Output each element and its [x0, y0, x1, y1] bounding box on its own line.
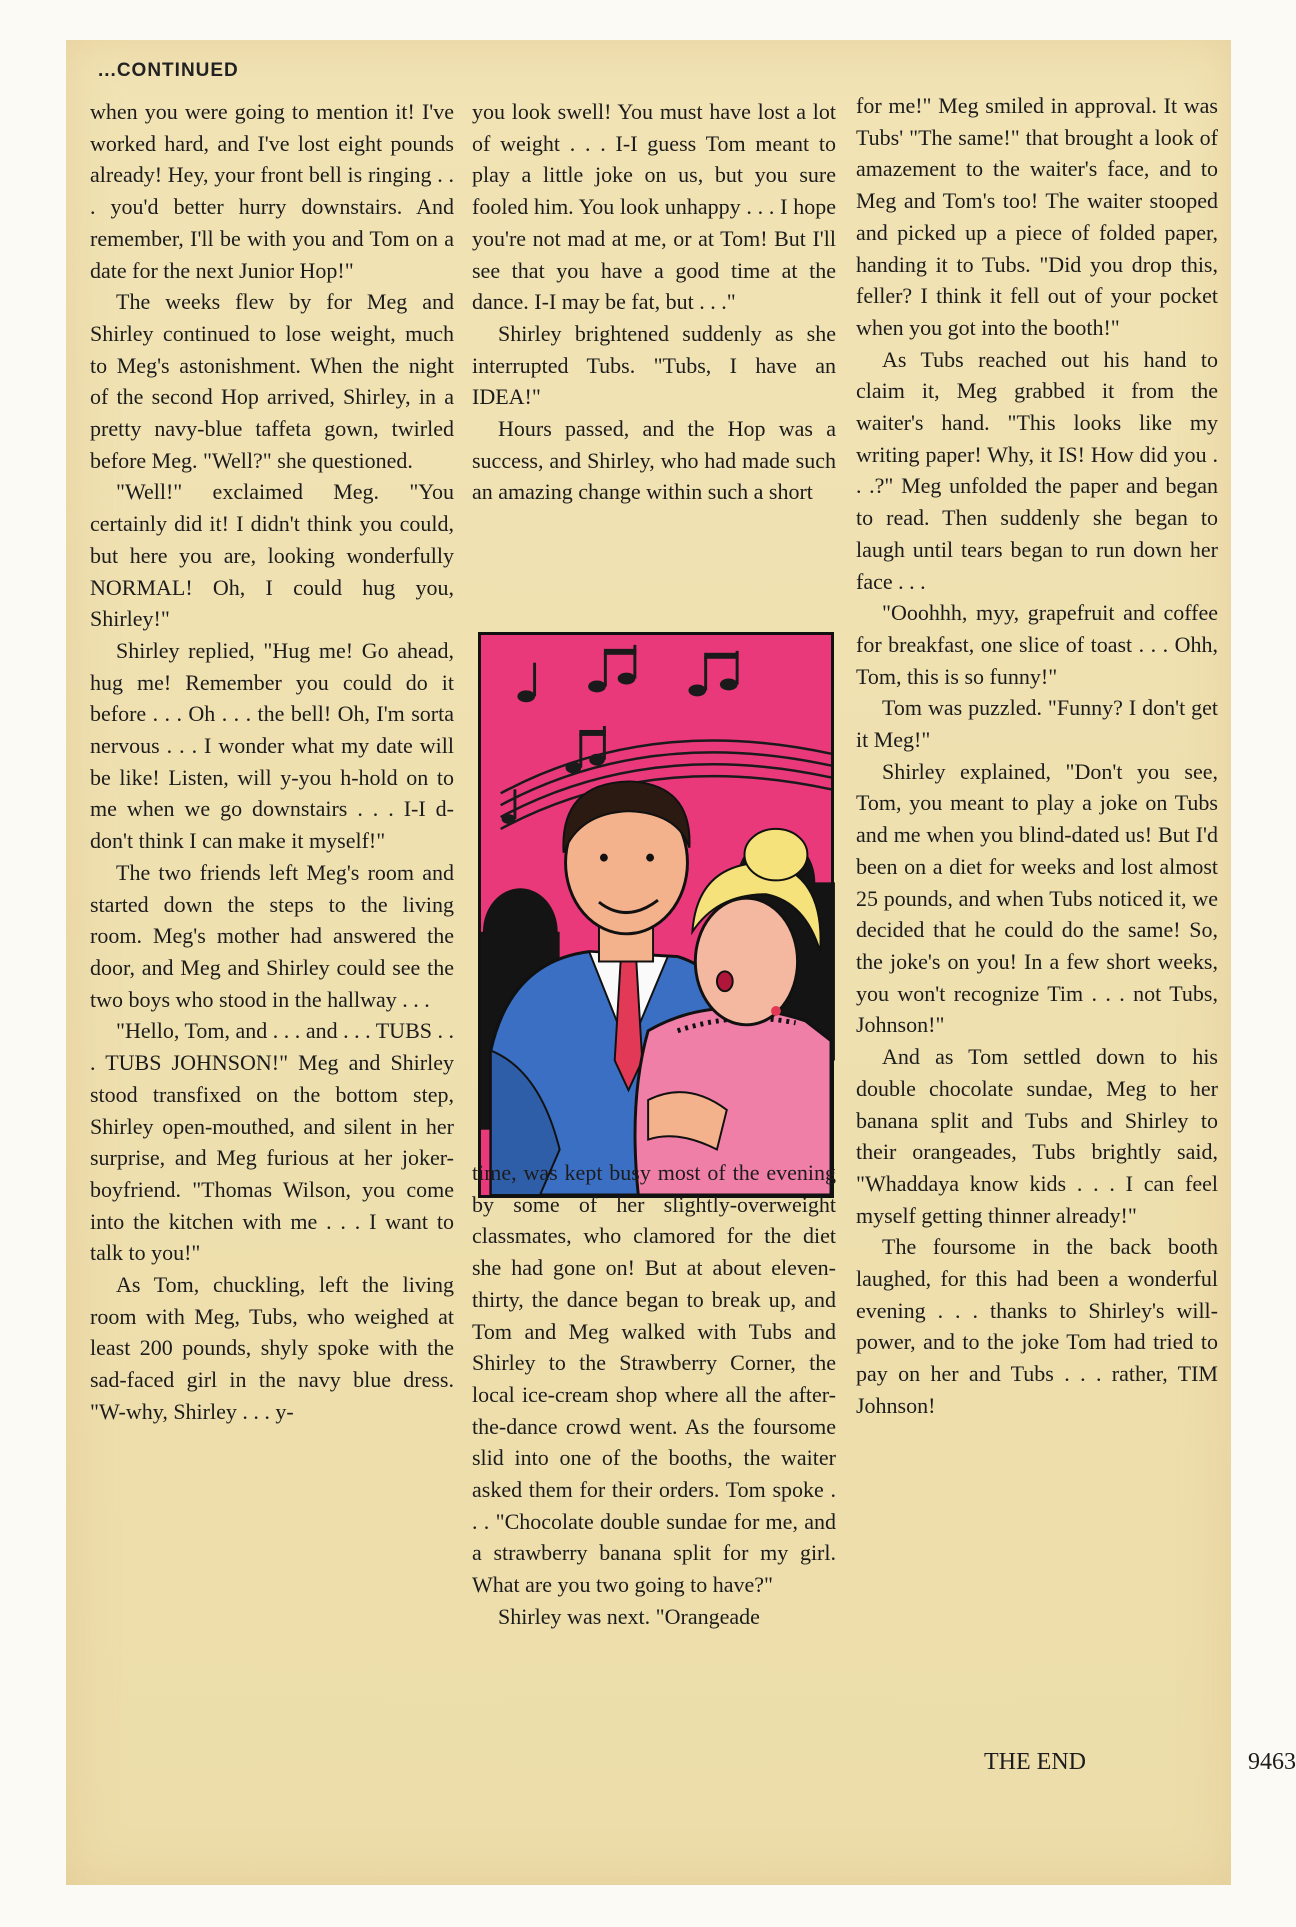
paragraph: Shirley replied, "Hug me! Go ahead, hug me! Remember you could do it before . . . Oh . . . the bell! Oh, I'm sorta nervous . . . I wonder what my date will be like! Listen, will y-you h-hold on to me when we go downstairs . . . I-I d-don't think I can make it myself!" [90, 637, 454, 854]
paragraph: when you were going to mention it! I've worked hard, and I've lost eight pounds already! Hey, your front bell is ringing . . . you'd better hurry downstairs. And remember, I'll be with you and Tom on a date for the next Junior Hop!" [90, 99, 454, 283]
story-code: 9463 [1248, 1749, 1296, 1775]
comic-page [66, 40, 1296, 1885]
paragraph: "Ooohhh, myy, grapefruit and coffee for breakfast, one slice of toast . . . Ohh, Tom, this is so funny!" [856, 600, 1218, 689]
continued-header: ...CONTINUED [98, 60, 239, 81]
paragraph: As Tubs reached out his hand to claim it, Meg grabbed it from the waiter's hand. "This looks like my writing paper! Why, it IS! How did you . . .?" Meg unfolded the paper and began to read. Then suddenly she began to laugh until tears began to run down her face . . . [856, 346, 1218, 594]
paragraph: Shirley was next. "Orangeade [498, 1603, 760, 1629]
paragraph: Hours passed, and the Hop was a success, and Shirley, who had made such an amazing change within such a short [472, 416, 836, 505]
paragraph: As Tom, chuckling, left the living room with Meg, Tubs, who weighed at least 200 pounds, shyly spoke with the sad-faced girl in the navy blue dress. "W-why, Shirley . . . y- [90, 1272, 454, 1424]
paragraph: time, was kept busy most of the evening by some of her slightly-overweight classmates, who clamored for the diet she had gone on! But at about eleven-thirty, the dance began to break up, and Tom and Meg walked with Tubs and Shirley to the Strawberry Corner, the local ice-cream shop where all the after-the-dance crowd went. As the foursome slid into one of the booths, the waiter asked them for their orders. Tom spoke . . . "Chocolate double sundae for me, and a strawberry banana split for my girl. What are you two going to have?" [472, 1160, 836, 1598]
paragraph: you look swell! You must have lost a lot of weight . . . I-I guess Tom meant to play a little joke on us, but you sure fooled him. You look unhappy . . . I hope you're not mad at me, or at Tom! But I'll see that you have a good time at the dance. I-I may be fat, but . . ." [472, 99, 836, 315]
the-end-label: THE END [984, 1749, 1086, 1775]
paragraph: The two friends left Meg's room and started down the steps to the living room. Meg's mother had answered the door, and Meg and Shirley could see the two boys who stood in the hallway . . . [90, 859, 454, 1012]
paragraph: for me!" Meg smiled in approval. It was Tubs' "The same!" that brought a look of amazement to the waiter's face, and to Meg and Tom's too! The waiter stooped and picked up a piece of folded paper, handing it to Tubs. "Did you drop this, feller? I think it fell out of your pocket when you got into the booth!" [856, 93, 1218, 340]
text-column-3 [856, 90, 1218, 1422]
text-column-2-top [472, 96, 836, 508]
illustration-artwork [481, 635, 831, 1195]
paragraph: The weeks flew by for Meg and Shirley continued to lose weight, much to Meg's astonishment. When the night of the second Hop arrived, Shirley, in a pretty navy-blue taffeta gown, twirled before Meg. "Well?" she questioned. [90, 289, 454, 473]
paragraph: "Well!" exclaimed Meg. "You certainly did it! I didn't think you could, but here you are, looking wonderfully NORMAL! Oh, I could hug you, Shirley!" [90, 479, 454, 632]
dancing-couple-illustration [478, 632, 834, 1198]
paragraph: The foursome in the back booth laughed, for this had been a wonderful evening . . . thanks to Shirley's will-power, and to the joke Tom had tried to pay on her and Tubs . . . rather, TIM Johnson! [856, 1234, 1218, 1418]
end-line [984, 1749, 1296, 1776]
paragraph: "Hello, Tom, and . . . and . . . TUBS . . . TUBS JOHNSON!" Meg and Shirley stood transfixed on the bottom step, Shirley open-mouthed, and silent in her surprise, and Meg furious at her joker-boyfriend. "Thomas Wilson, you come into the kitchen with me . . . I want to talk to you!" [90, 1018, 454, 1266]
paragraph: Tom was puzzled. "Funny? I don't get it Meg!" [856, 695, 1218, 753]
paragraph: Shirley brightened suddenly as she interrupted Tubs. "Tubs, I have an IDEA!" [472, 320, 836, 410]
text-column-1 [90, 96, 454, 1428]
text-column-2-bottom [472, 1157, 836, 1633]
paragraph: And as Tom settled down to his double chocolate sundae, Meg to her banana split and Tubs and Shirley to their orangeades, Tubs brightly said, "Whaddaya know kids . . . I can feel myself getting thinner already!" [856, 1044, 1218, 1228]
paragraph: Shirley explained, "Don't you see, Tom, you meant to play a joke on Tubs and me when you blind-dated us! But I'd been on a diet for weeks and lost almost 25 pounds, and when Tubs noticed it, we decided that he could do the same! So, the joke's on you! In a few short weeks, you won't recognize Tim . . . not Tubs, Johnson!" [856, 758, 1218, 1038]
